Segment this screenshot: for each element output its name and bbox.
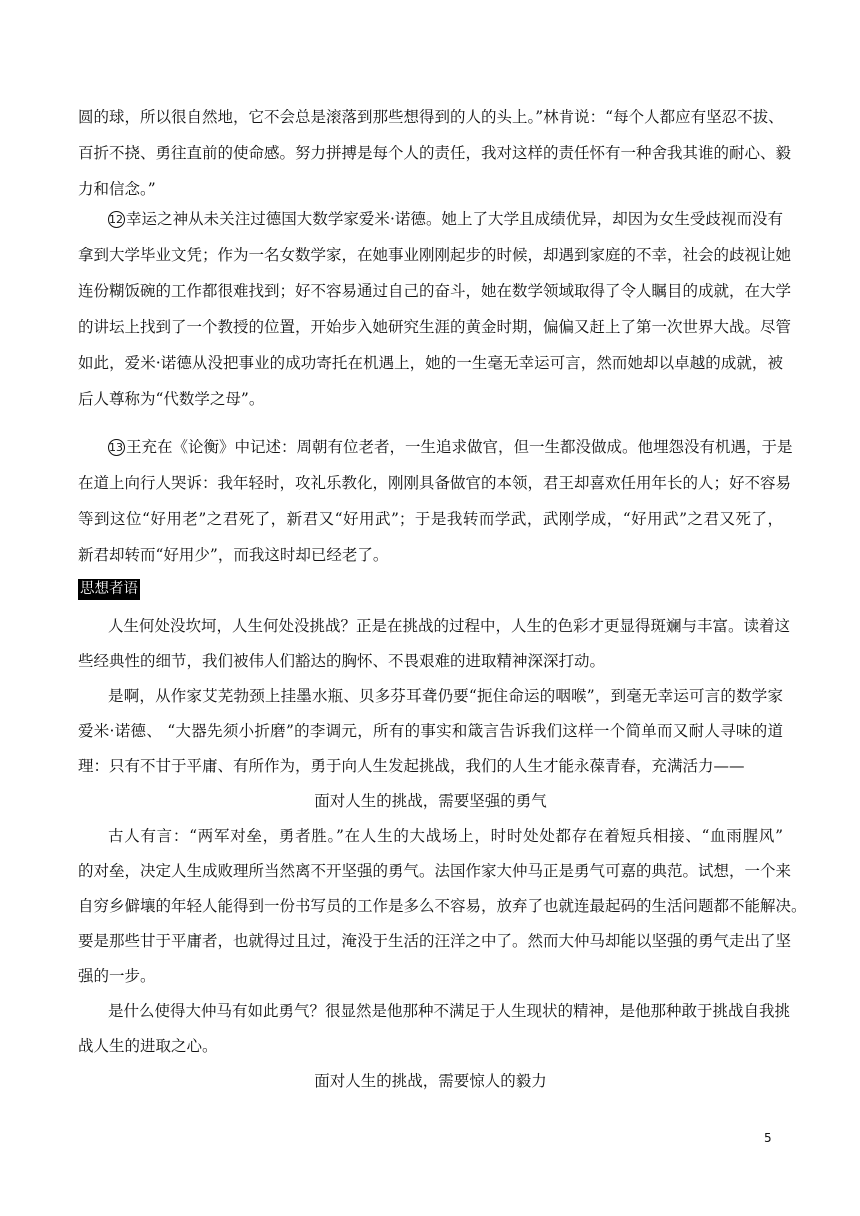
text-line: 百折不挠、勇往直前的使命感。努力拼搏是每个人的责任，我对这样的责任怀有一种舍我其谁的耐心、毅 (78, 144, 792, 162)
text-line: 等到这位“好用老”之君死了，新君又“好用武”；于是我转而学武，武刚学成，“好用武”之君又死了， (78, 510, 783, 528)
text-line: 是什么使得大仲马有如此勇气？很显然是他那种不满足于人生现状的精神，是他那种敢于挑战自我挑 (108, 1002, 791, 1020)
text-line: 幸运之神从未关注过德国大数学家爱米·诺德。她上了大学且成绩优异，却因为女生受歧视而没有 (126, 210, 783, 228)
text-line: 后人尊称为“代数学之母”。 (78, 390, 265, 408)
subheading-perseverance: 面对人生的挑战，需要惊人的毅力 (314, 1072, 547, 1090)
text-line: 爱米·诺德、 “大器先须小折磨”的李调元，所有的事实和箴言告诉我们这样一个简单而又耐人寻味的道 (78, 722, 783, 740)
text-line: 王充在《论衡》中记述：周朝有位老者，一生追求做官，但一生都没做成。他埋怨没有机遇，于是 (126, 438, 793, 456)
text-line: 是啊，从作家艾芜勃颈上挂墨水瓶、贝多芬耳聋仍要“扼住命运的咽喉”，到毫无幸运可言的数学家 (108, 687, 783, 705)
section-label: 思想者语 (78, 579, 140, 600)
paragraph-number-badge: 13 (109, 441, 123, 454)
text-line: 新君却转而“好用少”，而我这时却已经老了。 (78, 546, 389, 564)
text-line: 要是那些甘于平庸者，也就得过且过，淹没于生活的汪洋之中了。然而大仲马却能以坚强的勇气走出了坚 (78, 932, 792, 950)
text-line: 力和信念。” (78, 180, 156, 198)
text-line: 拿到大学毕业文凭；作为一名女数学家，在她事业刚刚起步的时候，却遇到家庭的不幸，社会的歧视让她 (78, 246, 792, 264)
text-line: 圆的球，所以很自然地，它不会总是滚落到那些想得到的人的头上。”林肯说：“每个人都应有坚忍不拔、 (78, 108, 784, 126)
text-line: 强的一步。 (78, 967, 156, 985)
text-line: 理：只有不甘于平庸、有所作为，勇于向人生发起挑战，我们的人生才能永葆青春，充满活力—— (78, 757, 745, 775)
text-line: 如此，爱米·诺德从没把事业的成功寄托在机遇上，她的一生毫无幸运可言，然而她却以卓越的成就，被 (78, 354, 783, 372)
paragraph-13-first-line (108, 437, 793, 457)
paragraph-12-first-line (108, 209, 783, 229)
text-line: 连份糊饭碗的工作都很难找到；好不容易通过自己的奋斗，她在数学领域取得了令人瞩目的成就，在大学 (78, 282, 792, 300)
text-line: 的对垒，决定人生成败理所当然离不开坚强的勇气。法国作家大仲马正是勇气可嘉的典范。试想，一个来 (78, 862, 792, 880)
paragraph-number-badge: 12 (109, 213, 123, 226)
text-line: 战人生的进取之心。 (78, 1037, 218, 1055)
text-line: 自穷乡僻壤的年轻人能得到一份书写员的工作是多么不容易，放弃了也就连最起码的生活问题都不能解决。 (78, 897, 807, 915)
text-line: 些经典性的细节，我们被伟人们豁达的胸怀、不畏艰难的进取精神深深打动。 (78, 652, 606, 670)
text-line: 的讲坛上找到了一个教授的位置，开始步入她研究生涯的黄金时期，偏偏又赶上了第一次世界大战。尽管 (78, 318, 792, 336)
text-line: 在道上向行人哭诉：我年轻时，攻礼乐教化，刚刚具备做官的本领，君王却喜欢任用年长的人；好不容易 (78, 474, 792, 492)
text-line: 人生何处没坎坷，人生何处没挑战？正是在挑战的过程中，人生的色彩才更显得斑斓与丰富。读着这 (108, 617, 791, 635)
text-line: 古人有言：“两军对垒，勇者胜。”在人生的大战场上，时时处处都存在着短兵相接、“血雨腥风” (108, 827, 783, 845)
page-number: 5 (764, 1131, 772, 1145)
subheading-courage: 面对人生的挑战，需要坚强的勇气 (314, 792, 547, 810)
